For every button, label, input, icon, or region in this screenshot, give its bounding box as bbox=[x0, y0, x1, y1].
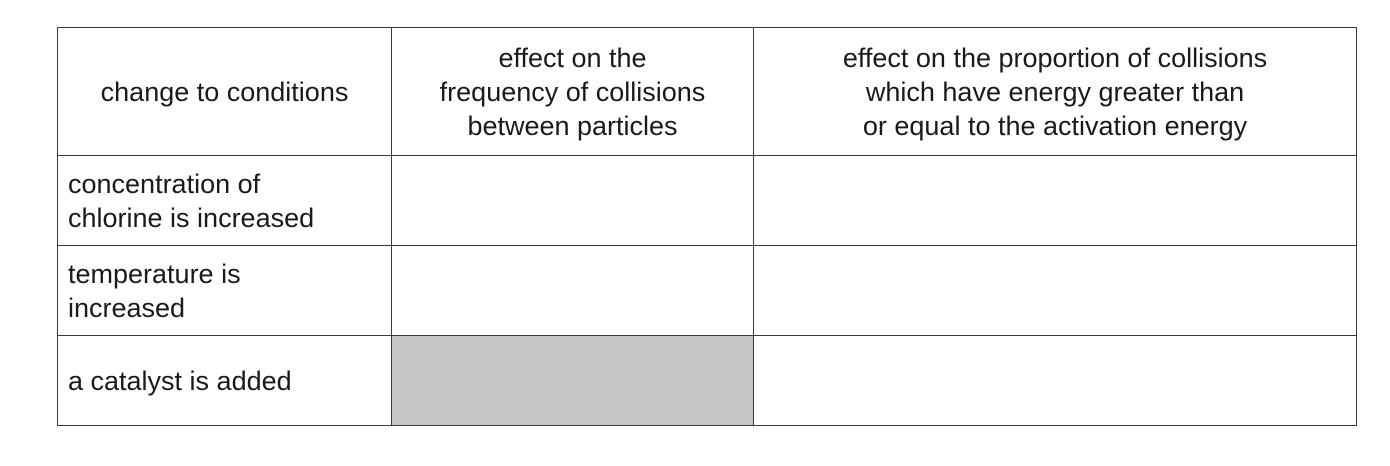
header-text-line: effect on the bbox=[498, 42, 647, 73]
proportion-answer-cell[interactable] bbox=[754, 336, 1357, 426]
proportion-answer-cell[interactable] bbox=[754, 156, 1357, 246]
condition-text-line: temperature is bbox=[68, 258, 241, 289]
proportion-answer-cell[interactable] bbox=[754, 246, 1357, 336]
header-text-line: or equal to the activation energy bbox=[862, 110, 1248, 141]
collision-effects-table bbox=[57, 27, 1357, 426]
header-proportion-of-collisions bbox=[754, 28, 1357, 156]
header-text-line: frequency of collisions bbox=[439, 76, 706, 107]
condition-cell bbox=[58, 246, 392, 336]
condition-cell bbox=[58, 336, 392, 426]
condition-text-line: a catalyst is added bbox=[68, 365, 292, 396]
condition-text-line: concentration of bbox=[68, 168, 261, 199]
frequency-answer-cell[interactable] bbox=[392, 246, 754, 336]
header-text-line: change to conditions bbox=[100, 76, 349, 107]
table-row bbox=[58, 156, 1357, 246]
table-header-row bbox=[58, 28, 1357, 156]
frequency-shaded-cell bbox=[392, 336, 754, 426]
condition-text-line: increased bbox=[68, 292, 186, 323]
header-text-line: between particles bbox=[467, 110, 678, 141]
condition-text-line: chlorine is increased bbox=[68, 202, 315, 233]
table-row bbox=[58, 246, 1357, 336]
condition-cell bbox=[58, 156, 392, 246]
header-frequency-of-collisions bbox=[392, 28, 754, 156]
header-text-line: which have energy greater than bbox=[865, 76, 1245, 107]
header-text-line: effect on the proportion of collisions bbox=[842, 42, 1268, 73]
header-change-to-conditions bbox=[58, 28, 392, 156]
table-row bbox=[58, 336, 1357, 426]
frequency-answer-cell[interactable] bbox=[392, 156, 754, 246]
